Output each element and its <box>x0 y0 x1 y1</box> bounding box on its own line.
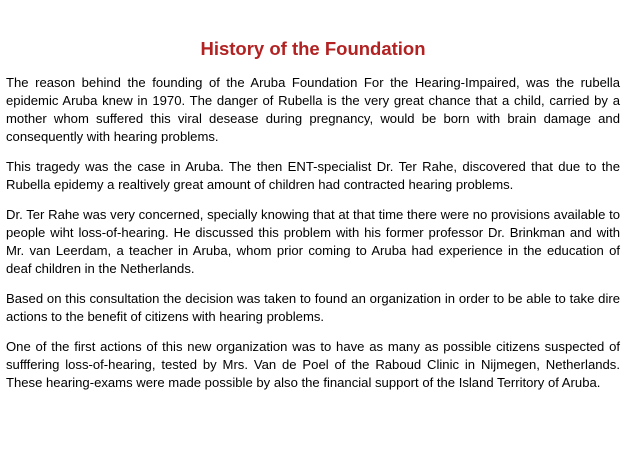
paragraph-founding-reason: The reason behind the founding of the Aruba Foundation For the Hearing-Impaired, was the rubella epidemic Aruba knew in 1970. The danger of Rubella is the very great chance that a child, carried by a mother whom suffered this viral desease during pregnancy, would be born with brain damage and consequently with hearing problems. <box>6 75 620 144</box>
paragraph-tragedy: This tragedy was the case in Aruba. The then ENT-specialist Dr. Ter Rahe, discovered that due to the Rubella epidemy a realtively great amount of children had contracted hearing problems. <box>6 159 620 192</box>
paragraph-consultation: Based on this consultation the decision was taken to found an organization in order to be able to take dire actions to the benefit of citizens with hearing problems. <box>6 291 620 324</box>
paragraph-first-actions: One of the first actions of this new organization was to have as many as possible citizens suspected of sufffering loss-of-hearing, tested by Mrs. Van de Poel of the Raboud Clinic in Nijmegen, Netherlands. These hearing-exams were made possible by also the financial support of the Island Territory of Aruba. <box>6 339 620 390</box>
document-body <box>6 74 620 392</box>
paragraph-dr-ter-rahe: Dr. Ter Rahe was very concerned, specially knowing that at that time there were no provisions available to people wiht loss-of-hearing. He discussed this problem with his former professor Dr. Brinkman and with Mr. van Leerdam, a teacher in Aruba, whom prior coming to Aruba had experience in the education of deaf children in the Netherlands. <box>6 207 620 276</box>
page-title: History of the Foundation <box>200 38 426 59</box>
